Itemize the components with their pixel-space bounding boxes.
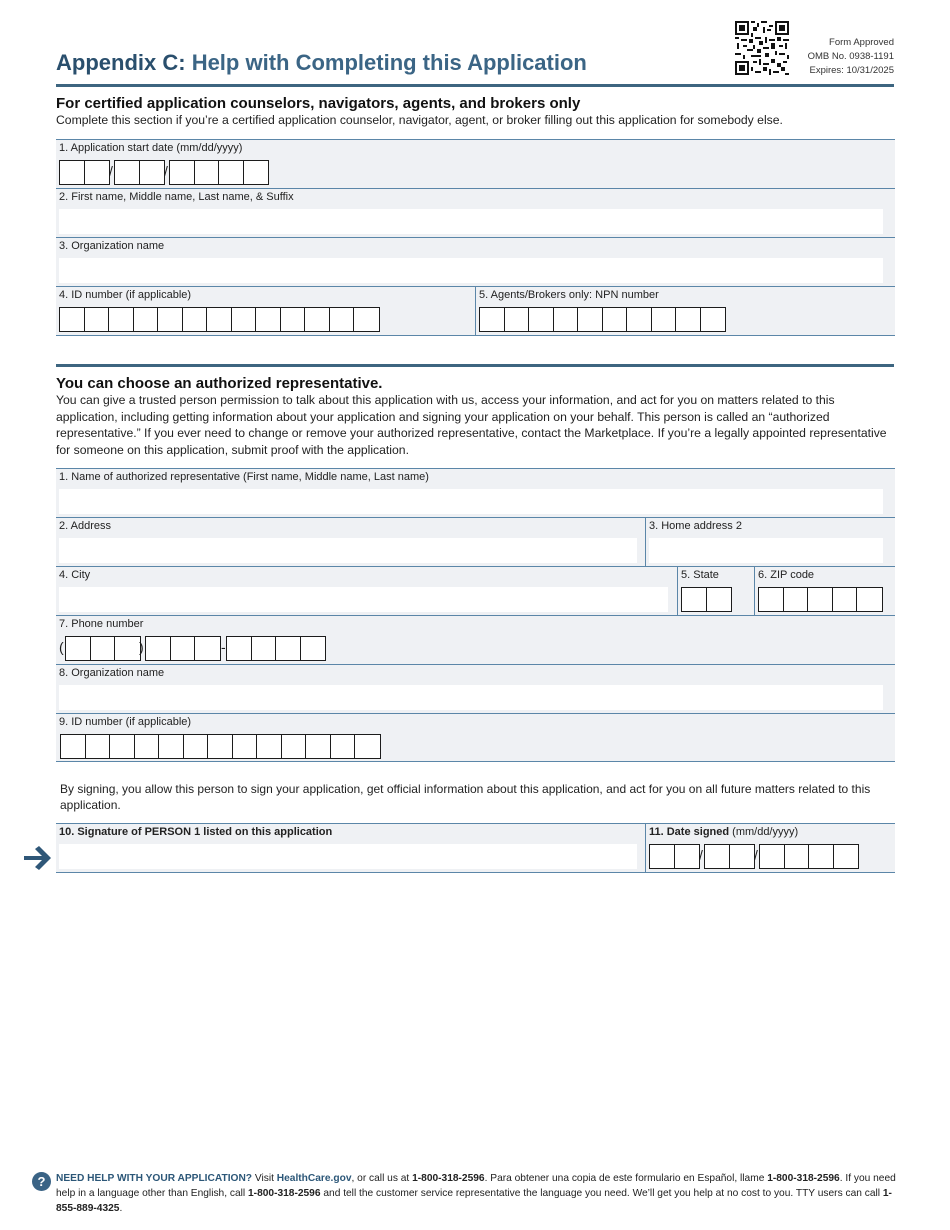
organization-name-input[interactable] bbox=[59, 258, 883, 283]
application-start-date-label: 1. Application start date (mm/dd/yyyy) bbox=[59, 142, 243, 154]
id-number-boxes[interactable] bbox=[59, 307, 380, 332]
start-date-day-boxes[interactable] bbox=[114, 160, 165, 185]
organization-name-label: 3. Organization name bbox=[59, 240, 165, 252]
zip-code-label: 6. ZIP code bbox=[758, 569, 815, 581]
home-address2-input[interactable] bbox=[649, 538, 883, 563]
rep-city-row bbox=[56, 566, 895, 616]
date-separator: / bbox=[699, 847, 703, 863]
city-input[interactable] bbox=[59, 587, 668, 612]
phone-prefix-boxes[interactable] bbox=[145, 636, 221, 661]
phone-line-boxes[interactable] bbox=[226, 636, 326, 661]
rep-name-row bbox=[56, 468, 895, 518]
address-label: 2. Address bbox=[59, 520, 111, 532]
signature-label: 10. Signature of PERSON 1 listed on this application bbox=[59, 826, 333, 838]
rep-name-input[interactable] bbox=[59, 489, 883, 514]
qr-code-icon bbox=[735, 21, 789, 75]
npn-number-label: 5. Agents/Brokers only: NPN number bbox=[479, 289, 659, 301]
zip-code-boxes[interactable] bbox=[758, 587, 883, 612]
counselor-name-row bbox=[56, 188, 895, 238]
state-label: 5. State bbox=[681, 569, 719, 581]
counselor-name-input[interactable] bbox=[59, 209, 883, 234]
arrow-right-icon bbox=[22, 845, 52, 871]
id-number-label: 4. ID number (if applicable) bbox=[59, 289, 192, 301]
header-divider bbox=[56, 84, 894, 87]
section-divider bbox=[56, 364, 894, 367]
address-input[interactable] bbox=[59, 538, 637, 563]
phone-area-code-boxes[interactable] bbox=[65, 636, 141, 661]
signed-month-boxes[interactable] bbox=[649, 844, 700, 869]
phone-paren-open: ( bbox=[59, 639, 64, 655]
signature-row bbox=[56, 823, 895, 873]
help-question-icon: ? bbox=[32, 1172, 51, 1191]
section2-intro: You can give a trusted person permission to talk about this application with us, access your information, and act for you on matters related to this application, including getting information about your application and signing your application on your behalf. This person is called an “authorized representative.” If you ever need to change or remove your authorized representative, contact the Marketplace. If you’re a legally appointed representative for someone on this application, submit proof with the application. bbox=[56, 393, 887, 457]
healthcare-link[interactable]: HealthCare.gov bbox=[276, 1173, 352, 1184]
date-separator: / bbox=[754, 847, 758, 863]
city-label: 4. City bbox=[59, 569, 91, 581]
rep-id-label: 9. ID number (if applicable) bbox=[59, 716, 192, 728]
date-separator: / bbox=[109, 163, 113, 179]
rep-organization-label: 8. Organization name bbox=[59, 667, 165, 679]
state-boxes[interactable] bbox=[681, 587, 732, 612]
id-npn-row bbox=[56, 286, 895, 336]
signing-note: By signing, you allow this person to sign your application, get official information about this application, and act for you on all future matters related to this application. bbox=[60, 782, 871, 812]
rep-name-label: 1. Name of authorized representative (First name, Middle name, Last name) bbox=[59, 471, 429, 483]
help-footer: NEED HELP WITH YOUR APPLICATION? Visit HealthCare.gov, or call us at 1-800-318-2596. Para obtener una copia de este formulario en Español, llame 1-800-318-2596. If you need help in a language other than English, call 1-800-318-2596 and tell the customer service representative the language you need. We’ll get you help at no cost to you. TTY users can call 1-855-889-4325. bbox=[56, 1173, 896, 1214]
signed-day-boxes[interactable] bbox=[704, 844, 755, 869]
section1-heading: For certified application counselors, navigators, agents, and brokers only bbox=[56, 95, 581, 112]
section1-intro: Complete this section if you’re a certified application counselor, navigator, agent, or broker filling out this application for somebody else. bbox=[56, 113, 783, 127]
application-start-date-row bbox=[56, 139, 895, 189]
signature-input[interactable] bbox=[59, 844, 637, 869]
rep-address-row bbox=[56, 517, 895, 567]
start-date-month-boxes[interactable] bbox=[59, 160, 110, 185]
date-separator: / bbox=[164, 163, 168, 179]
signed-year-boxes[interactable] bbox=[759, 844, 859, 869]
page-title: Appendix C: Help with Completing this Application bbox=[56, 50, 587, 75]
section2-heading: You can choose an authorized representative. bbox=[56, 375, 383, 392]
rep-phone-row bbox=[56, 615, 895, 665]
start-date-year-boxes[interactable] bbox=[169, 160, 269, 185]
form-approval-info: Form Approved OMB No. 0938-1191 Expires: 10/31/2025 bbox=[807, 37, 894, 76]
counselor-name-label: 2. First name, Middle name, Last name, & Suffix bbox=[59, 191, 294, 203]
npn-number-boxes[interactable] bbox=[479, 307, 726, 332]
rep-id-row bbox=[56, 713, 895, 762]
phone-number-label: 7. Phone number bbox=[59, 618, 144, 630]
phone-dash: - bbox=[221, 639, 226, 655]
organization-name-row bbox=[56, 237, 895, 287]
rep-organization-row bbox=[56, 664, 895, 714]
home-address2-label: 3. Home address 2 bbox=[649, 520, 742, 532]
rep-id-boxes[interactable] bbox=[60, 734, 381, 759]
rep-organization-input[interactable] bbox=[59, 685, 883, 710]
phone-paren-close: ) bbox=[139, 639, 144, 655]
date-signed-label: 11. Date signed (mm/dd/yyyy) bbox=[649, 826, 799, 838]
